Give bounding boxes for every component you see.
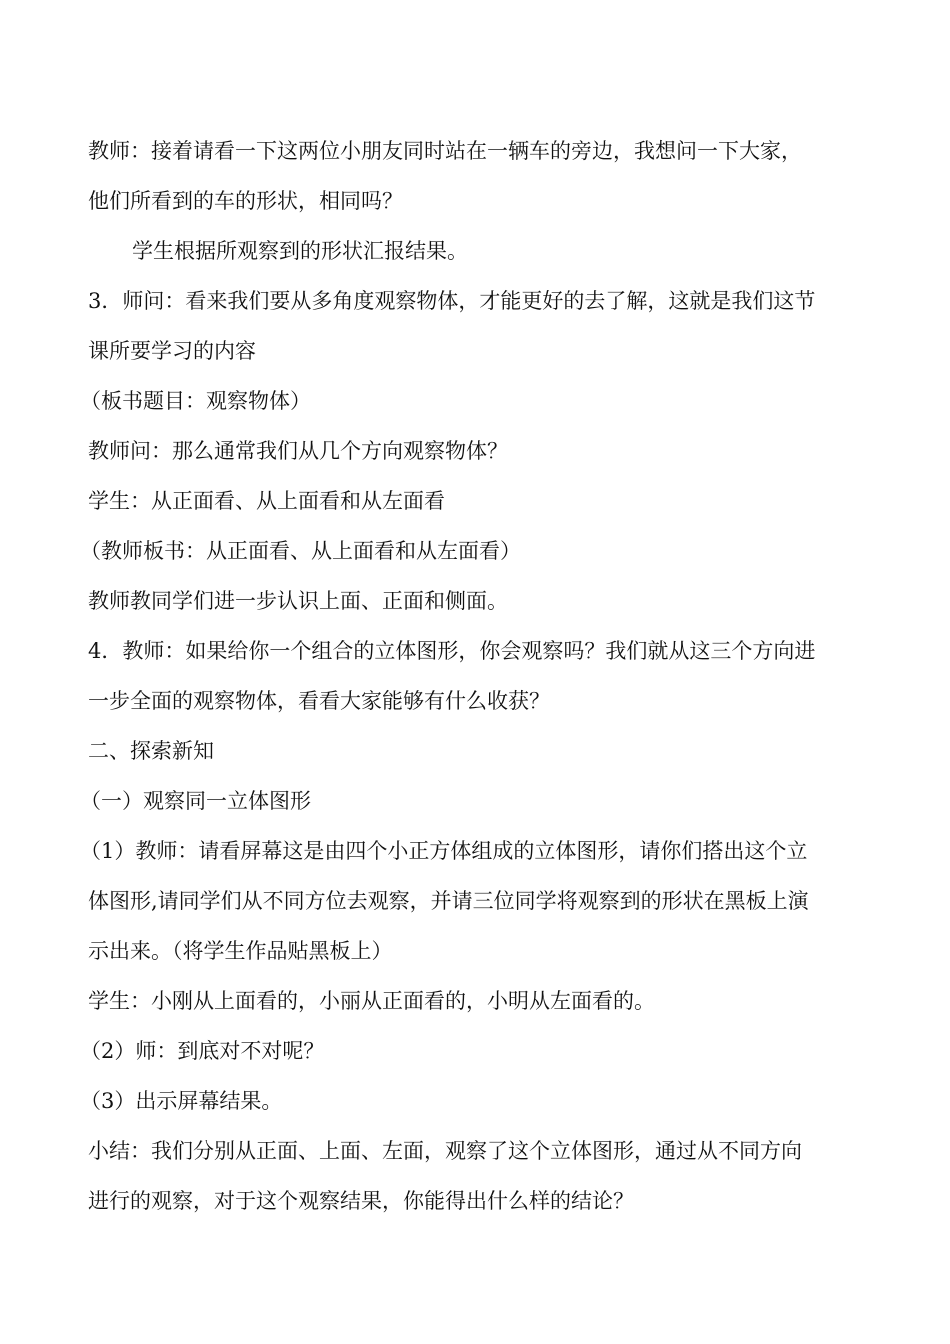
text-line-12: 一步全面的观察物体，看看大家能够有什么收获？ [88,689,550,713]
text-line-21: 小结：我们分别从正面、上面、左面，观察了这个立体图形，通过从不同方向 [88,1139,802,1163]
section-heading: 二、探索新知 [88,739,214,763]
text-line-2: 他们所看到的车的形状，相同吗？ [88,189,403,213]
text-line-20: （3）出示屏幕结果。 [80,1089,283,1113]
text-line-5: 课所要学习的内容 [88,339,256,363]
text-line-8: 学生：从正面看、从上面看和从左面看 [88,489,445,513]
text-line-3: 学生根据所观察到的形状汇报结果。 [132,239,468,263]
text-line-22: 进行的观察，对于这个观察结果，你能得出什么样的结论？ [88,1189,634,1213]
text-line-19: （2）师：到底对不对呢？ [80,1039,325,1063]
text-line-9: （教师板书：从正面看、从上面看和从左面看） [80,539,521,563]
text-line-16: 体图形,请同学们从不同方位去观察，并请三位同学将观察到的形状在黑板上演 [88,889,809,913]
text-line-15: （1）教师：请看屏幕这是由四个小正方体组成的立体图形，请你们搭出这个立 [80,839,808,863]
text-line-7: 教师问：那么通常我们从几个方向观察物体？ [88,439,508,463]
text-line-6: （板书题目：观察物体） [80,389,311,413]
text-line-1: 教师：接着请看一下这两位小朋友同时站在一辆车的旁边，我想问一下大家， [88,139,802,163]
text-line-11: 4．教师：如果给你一个组合的立体图形，你会观察吗？我们就从这三个方向进 [88,639,816,663]
text-line-4: 3．师问：看来我们要从多角度观察物体，才能更好的去了解，这就是我们这节 [88,289,816,313]
subsection-heading: （一）观察同一立体图形 [80,789,311,813]
text-line-17: 示出来。（将学生作品贴黑板上） [88,939,393,963]
text-line-10: 教师教同学们进一步认识上面、正面和侧面。 [88,589,508,613]
text-line-18: 学生：小刚从上面看的，小丽从正面看的，小明从左面看的。 [88,989,655,1013]
